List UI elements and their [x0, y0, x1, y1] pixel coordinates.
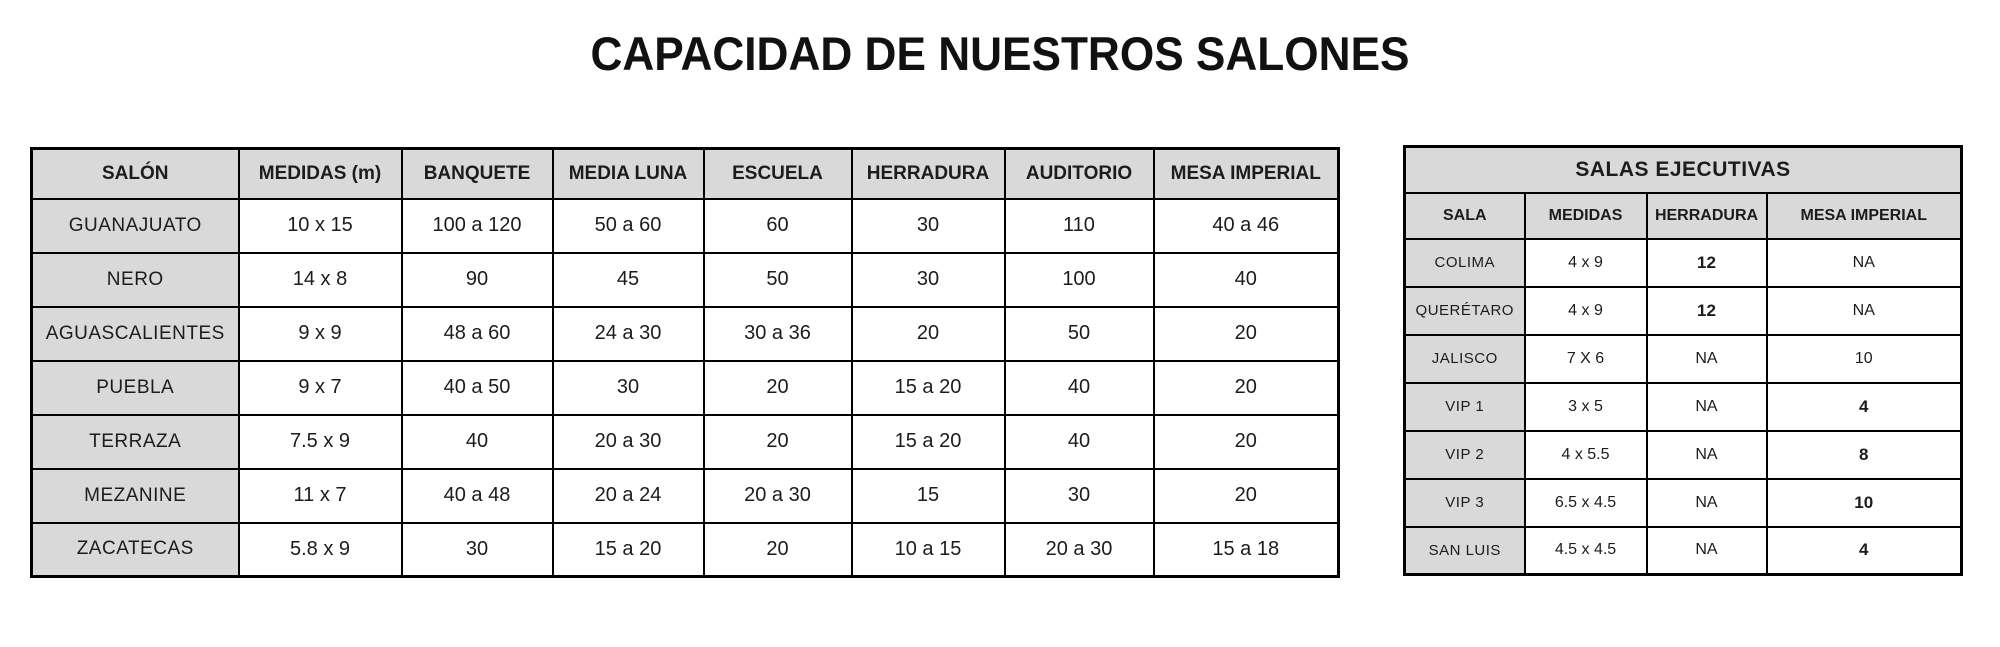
capacity-cell: 15 a 20 [553, 523, 704, 577]
capacity-cell: 110 [1005, 199, 1154, 253]
capacity-cell: 20 a 30 [704, 469, 852, 523]
capacity-cell: 30 a 36 [704, 307, 852, 361]
capacity-cell: 20 a 30 [1005, 523, 1154, 577]
capacity-cell: NA [1647, 479, 1767, 527]
main-table-header-row [32, 149, 1339, 199]
capacity-cell: 4 x 9 [1525, 287, 1647, 335]
capacity-cell: 7 X 6 [1525, 335, 1647, 383]
column-header-sala: SALA [1405, 193, 1525, 239]
capacity-cell: 20 [1154, 361, 1339, 415]
capacity-cell: 10 a 15 [852, 523, 1005, 577]
page-title: CAPACIDAD DE NUESTROS SALONES [590, 27, 1410, 80]
capacity-cell: NA [1647, 527, 1767, 575]
capacity-cell: 40 [1005, 415, 1154, 469]
column-header-mesa-imperial: MESA IMPERIAL [1154, 149, 1339, 199]
exec-table-body [1405, 239, 1962, 575]
capacity-cell: 15 a 18 [1154, 523, 1339, 577]
capacity-cell: 100 [1005, 253, 1154, 307]
table-row [32, 199, 1339, 253]
salon-name: AGUASCALIENTES [32, 307, 239, 361]
capacity-cell: 30 [1005, 469, 1154, 523]
capacity-cell: 20 [1154, 415, 1339, 469]
capacity-cell: 24 a 30 [553, 307, 704, 361]
salon-name: GUANAJUATO [32, 199, 239, 253]
capacity-cell: 14 x 8 [239, 253, 402, 307]
column-header-medidas: MEDIDAS [1525, 193, 1647, 239]
capacity-cell: 30 [553, 361, 704, 415]
exec-table-title: SALAS EJECUTIVAS [1405, 147, 1962, 193]
capacity-cell: 10 [1767, 479, 1962, 527]
column-header-herradura: HERRADURA [852, 149, 1005, 199]
capacity-cell: 40 [402, 415, 553, 469]
capacity-cell: 60 [704, 199, 852, 253]
capacity-cell: 3 x 5 [1525, 383, 1647, 431]
table-row [32, 307, 1339, 361]
capacity-cell: 48 a 60 [402, 307, 553, 361]
capacity-cell: 12 [1647, 239, 1767, 287]
capacity-cell: 20 [852, 307, 1005, 361]
capacity-cell: 4 [1767, 383, 1962, 431]
capacity-cell: 90 [402, 253, 553, 307]
capacity-cell: 45 [553, 253, 704, 307]
column-header-herradura: HERRADURA [1647, 193, 1767, 239]
salon-name: MEZANINE [32, 469, 239, 523]
column-header-sal-n: SALÓN [32, 149, 239, 199]
capacity-cell: NA [1767, 239, 1962, 287]
capacity-cell: 4 x 9 [1525, 239, 1647, 287]
salon-name: PUEBLA [32, 361, 239, 415]
sala-name: QUERÉTARO [1405, 287, 1525, 335]
capacity-cell: 4.5 x 4.5 [1525, 527, 1647, 575]
capacity-cell: 20 [704, 523, 852, 577]
table-row [32, 469, 1339, 523]
capacity-cell: 11 x 7 [239, 469, 402, 523]
table-row [1405, 383, 1962, 431]
capacity-cell: 40 [1005, 361, 1154, 415]
capacity-cell: 15 a 20 [852, 415, 1005, 469]
sala-name: JALISCO [1405, 335, 1525, 383]
capacity-cell: 10 x 15 [239, 199, 402, 253]
capacity-cell: 50 [1005, 307, 1154, 361]
capacity-cell: 20 [704, 415, 852, 469]
capacity-cell: 9 x 9 [239, 307, 402, 361]
capacity-cell: 40 [1154, 253, 1339, 307]
salon-name: NERO [32, 253, 239, 307]
capacity-cell: NA [1767, 287, 1962, 335]
capacity-cell: 12 [1647, 287, 1767, 335]
sala-name: VIP 3 [1405, 479, 1525, 527]
capacity-cell: 6.5 x 4.5 [1525, 479, 1647, 527]
main-table-body [32, 199, 1339, 577]
capacity-cell: 7.5 x 9 [239, 415, 402, 469]
exec-table-header-row [1405, 193, 1962, 239]
sala-name: SAN LUIS [1405, 527, 1525, 575]
sala-name: COLIMA [1405, 239, 1525, 287]
capacity-cell: 40 a 46 [1154, 199, 1339, 253]
capacity-cell: NA [1647, 335, 1767, 383]
column-header-mesa-imperial: MESA IMPERIAL [1767, 193, 1962, 239]
salon-name: ZACATECAS [32, 523, 239, 577]
column-header-medidas-m: MEDIDAS (m) [239, 149, 402, 199]
capacity-cell: 5.8 x 9 [239, 523, 402, 577]
table-row [1405, 527, 1962, 575]
capacity-cell: 8 [1767, 431, 1962, 479]
capacity-cell: 40 a 50 [402, 361, 553, 415]
capacity-cell: 100 a 120 [402, 199, 553, 253]
table-row [1405, 287, 1962, 335]
capacity-cell: 50 a 60 [553, 199, 704, 253]
table-row [1405, 431, 1962, 479]
capacity-cell: 50 [704, 253, 852, 307]
column-header-banquete: BANQUETE [402, 149, 553, 199]
capacity-cell: 20 a 30 [553, 415, 704, 469]
capacity-cell: NA [1647, 431, 1767, 479]
capacity-cell: 15 [852, 469, 1005, 523]
sala-name: VIP 2 [1405, 431, 1525, 479]
table-row [1405, 335, 1962, 383]
table-row [1405, 239, 1962, 287]
capacity-cell: 15 a 20 [852, 361, 1005, 415]
table-row [32, 361, 1339, 415]
table-row [32, 415, 1339, 469]
capacity-cell: 4 [1767, 527, 1962, 575]
capacity-cell: 30 [852, 253, 1005, 307]
column-header-escuela: ESCUELA [704, 149, 852, 199]
sala-name: VIP 1 [1405, 383, 1525, 431]
table-row [1405, 479, 1962, 527]
column-header-media-luna: MEDIA LUNA [553, 149, 704, 199]
capacity-cell: 20 [1154, 469, 1339, 523]
capacity-cell: 20 [1154, 307, 1339, 361]
exec-table-title-row [1405, 147, 1962, 193]
capacity-cell: 4 x 5.5 [1525, 431, 1647, 479]
capacity-cell: 10 [1767, 335, 1962, 383]
capacity-cell: 9 x 7 [239, 361, 402, 415]
salon-name: TERRAZA [32, 415, 239, 469]
capacity-cell: 30 [402, 523, 553, 577]
capacity-cell: 40 a 48 [402, 469, 553, 523]
salones-capacity-table [30, 147, 1340, 578]
capacity-cell: 20 a 24 [553, 469, 704, 523]
table-row [32, 523, 1339, 577]
table-row [32, 253, 1339, 307]
salas-ejecutivas-table [1403, 145, 1963, 576]
capacity-cell: 20 [704, 361, 852, 415]
column-header-auditorio: AUDITORIO [1005, 149, 1154, 199]
capacity-cell: 30 [852, 199, 1005, 253]
capacity-cell: NA [1647, 383, 1767, 431]
